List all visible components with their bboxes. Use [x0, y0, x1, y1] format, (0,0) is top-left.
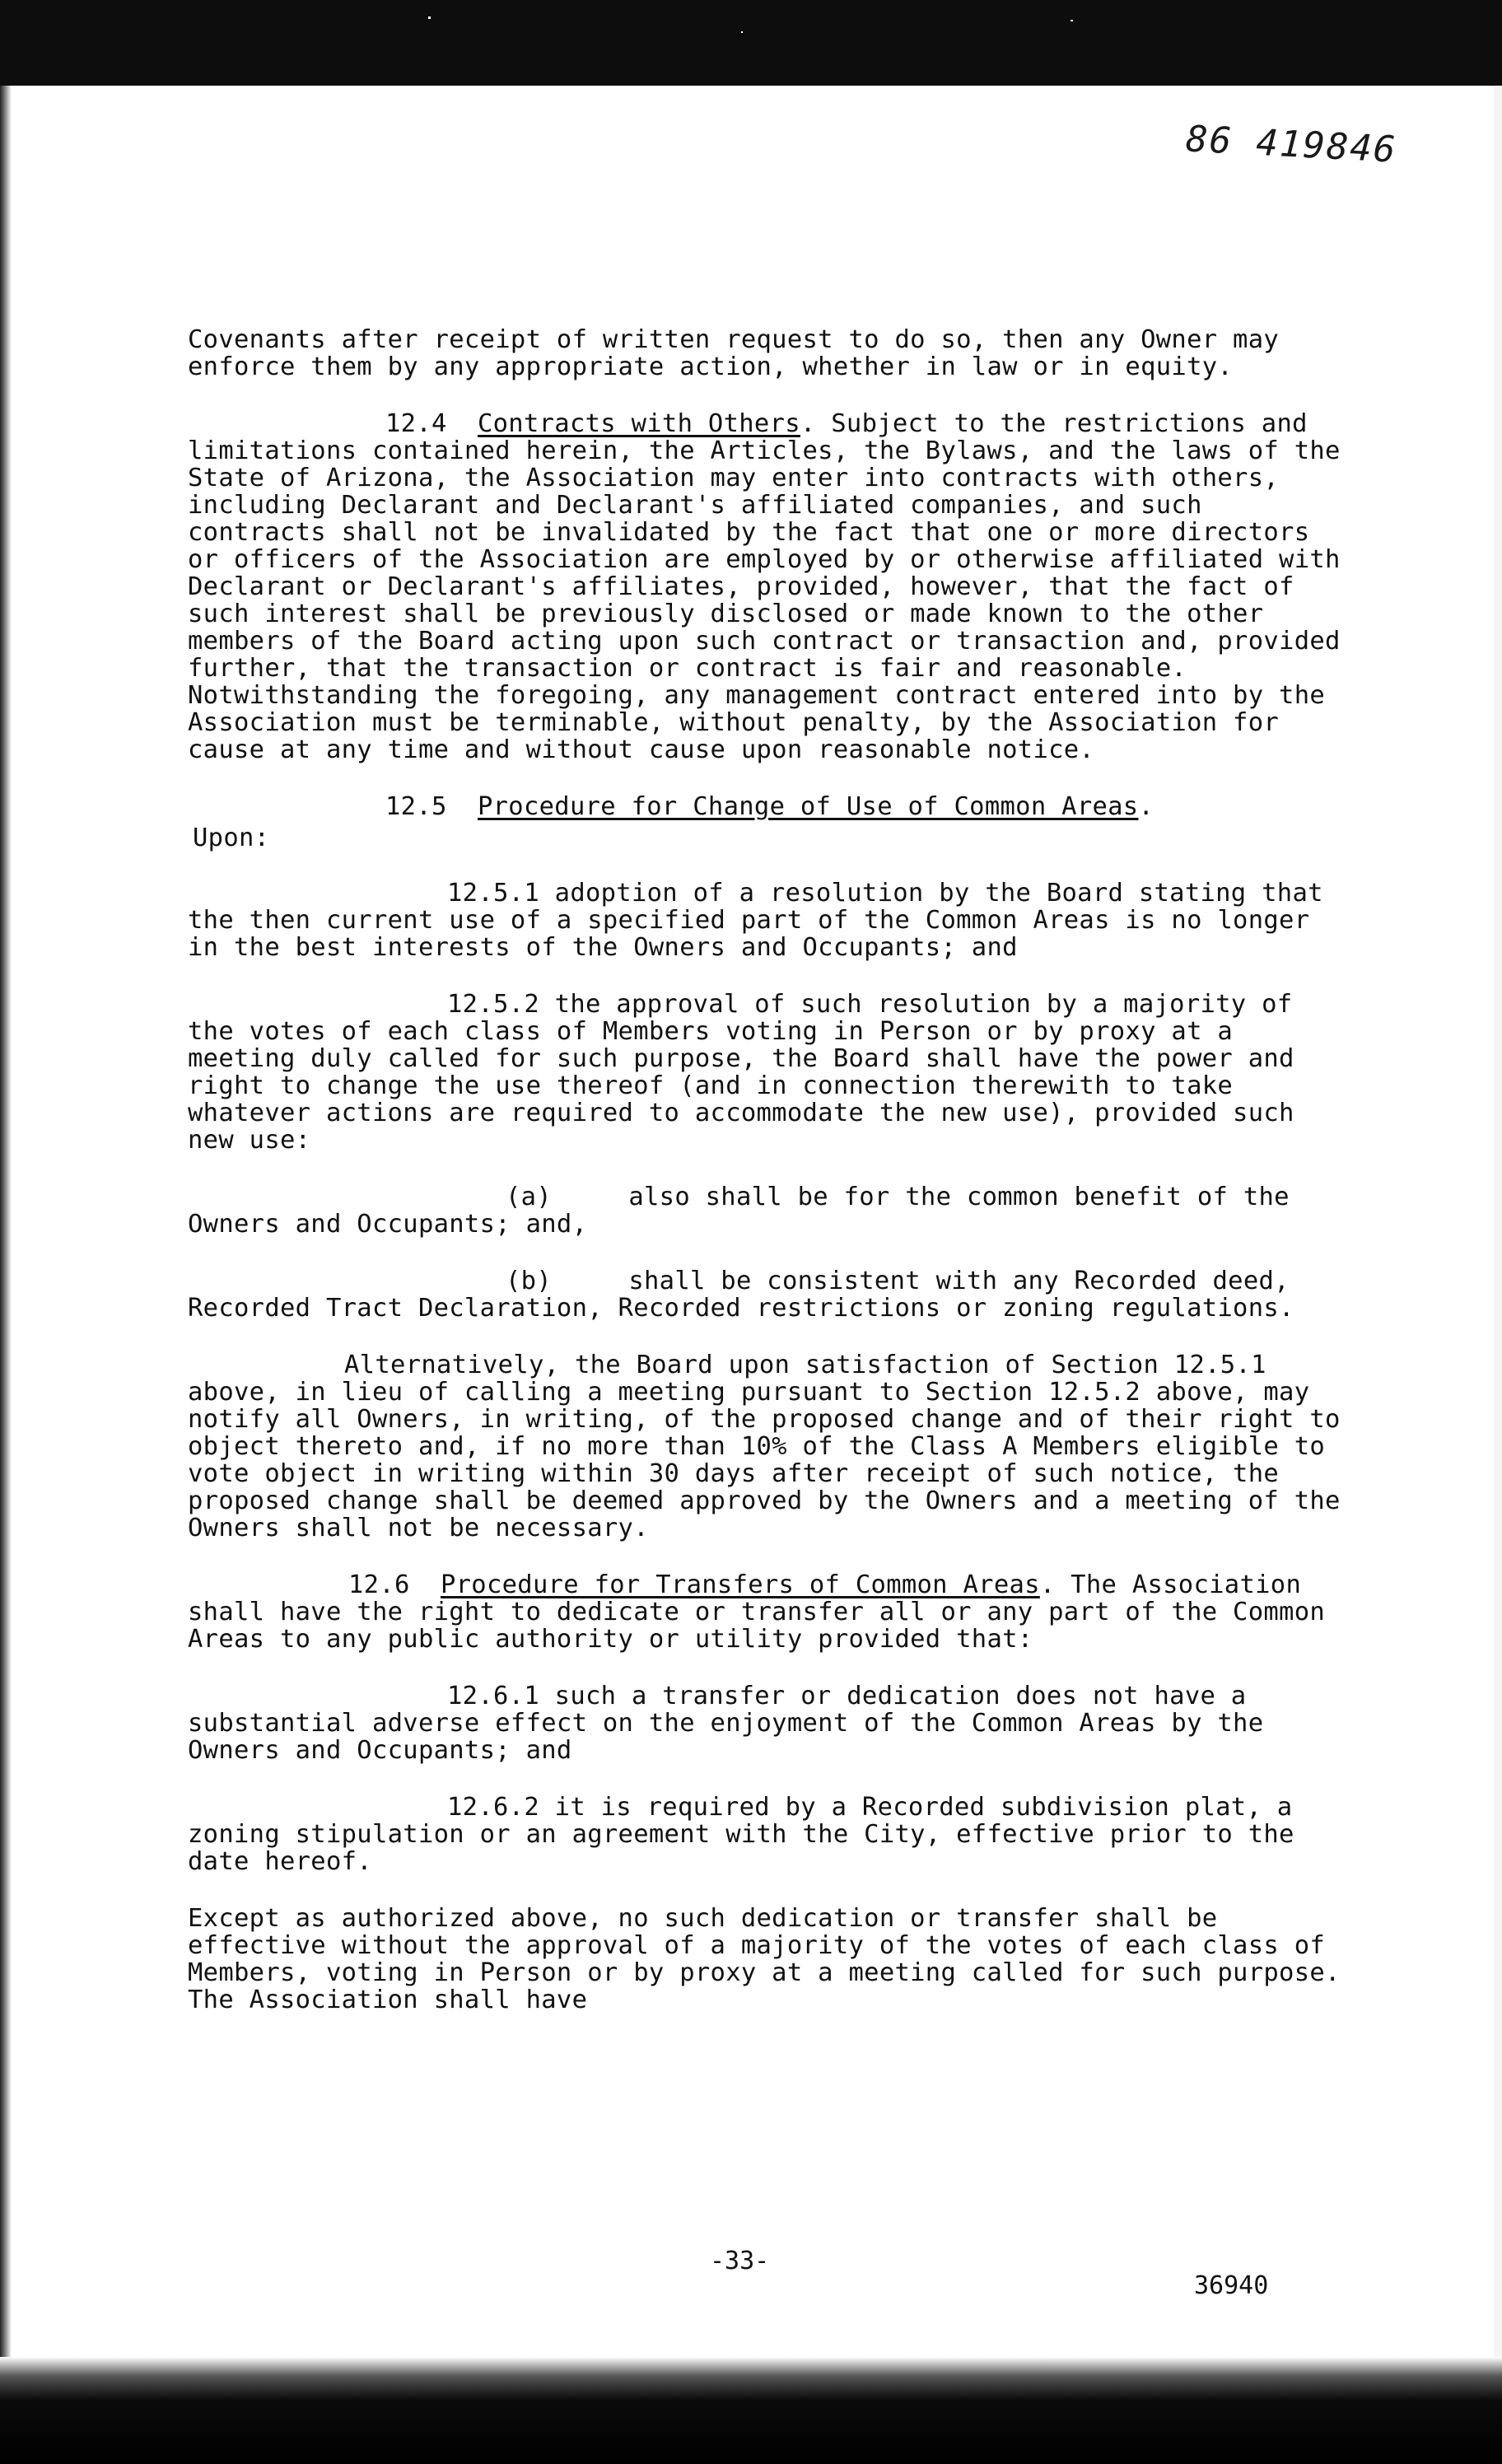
paragraph-text: The Association shall have the right to dedicate or transfer all or any part of the Common Areas to any public authority or utility provided that:: [188, 1570, 1326, 1654]
section-number: 12.4: [385, 409, 447, 438]
paragraph-continuation: [188, 326, 1341, 380]
section-number: 12.6.2: [447, 1793, 539, 1822]
page-number: -33-: [710, 2247, 770, 2275]
subsection-b: [188, 1267, 1341, 1322]
paragraph-text: adoption of a resolution by the Board stating that the then current use of a specified part of the Common Areas is no longer in the best interests of the Owners and Occupants; and: [188, 879, 1323, 962]
section-12-5: 12.5 Procedure for Change of Use of Common Areas. Upon:: [193, 792, 1154, 852]
section-heading: Procedure for Change of Use of Common Areas: [477, 792, 1139, 821]
paragraph-text: the approval of such resolution by a majority of the votes of each class of Members voting in Person or by proxy at a meeting duly called for such purpose, the Board shall have the power and right to change the use thereof (and in connection therewith to take whatever actions are required to accommodate the new use), provided such new use:: [188, 990, 1294, 1155]
section-12-5-2: [188, 991, 1341, 1154]
section-12-5-1: [188, 880, 1341, 961]
section-number: 12.5.1: [447, 879, 539, 908]
scan-left-edge: [0, 86, 12, 2359]
section-12-4: 12.4 Contracts with Others. Subject to the restrictions and limitations contained herein, the Articles, the Bylaws, and the laws of the State of Arizona, the Association may enter into contracts with others, including Declarant and Declarant's affiliated companies, and such contracts shall not be invalidated by the fact that one or more directors or officers of the Association are employed by or otherwise affiliated with Declarant or Declarant's affiliates, provided, however, that the fact of such interest shall be previously disclosed or made known to the other members of the Board acting upon such contract or transaction and, provided further, that the transaction or contract is fair and reasonable. Notwithstanding the foregoing, any management contract entered into by the Association must be terminable, without penalty, by the Association for cause at any time and without cause upon reasonable notice.: [188, 409, 1341, 764]
paragraph-text: shall be consistent with any Recorded deed, Recorded Tract Declaration, Recorded restrictions or zoning regulations.: [188, 1267, 1294, 1323]
section-12-6: 12.6 Procedure for Transfers of Common Areas. The Association shall have the right to dedicate or transfer all or any part of the Common Areas to any public authority or utility provided that:: [188, 1570, 1326, 1654]
paragraph-text: such a transfer or dedication does not have a substantial adverse effect on the enjoyment of the Common Areas by the Owners and Occupants; and: [188, 1682, 1264, 1765]
paragraph-text: also shall be for the common benefit of the Owners and Occupants; and,: [188, 1183, 1290, 1239]
subsection-a: [188, 1183, 1341, 1238]
document-code: 36940: [1194, 2271, 1269, 2300]
section-number: 12.6: [348, 1570, 410, 1599]
alternative-paragraph: [188, 1351, 1341, 1542]
section-number: 12.5.2: [447, 990, 539, 1019]
document-body: [188, 326, 1341, 2014]
paragraph-text: Covenants after receipt of written request to do so, then any Owner may enforce them by any appropriate action, whether in law or in equity.: [188, 325, 1280, 381]
section-12-6-1: [188, 1682, 1341, 1764]
section-heading: Contracts with Others: [477, 409, 800, 438]
paragraph-text: it is required by a Recorded subdivision plat, a zoning stipulation or an agreement with the City, effective prior to the date hereof.: [188, 1793, 1294, 1876]
section-heading: Procedure for Transfers of Common Areas: [440, 1570, 1040, 1599]
scan-right-edge: [1494, 86, 1502, 2375]
subsection-letter: (b): [506, 1267, 552, 1295]
paragraph-text: Subject to the restrictions and limitations contained herein, the Articles, the Bylaws, and the laws of the State of Arizona, the Association may enter into contracts with others, including Declarant and Declarant's affiliated companies, and such contracts shall not be invalidated by the fact that one or more directors or officers of the Association are employed by or otherwise affiliated with Declarant or Declarant's affiliates, provided, however, that the fact of such interest shall be previously disclosed or made known to the other members of the Board acting upon such contract or transaction and, provided further, that the transaction or contract is fair and reasonable. Notwithstanding the foregoing, any management contract entered into by the Association must be terminable, without penalty, by the Association for cause at any time and without cause upon reasonable notice.: [188, 409, 1341, 764]
section-12-6-2: [188, 1794, 1341, 1875]
section-number: 12.6.1: [447, 1682, 539, 1710]
recording-stamp: 86 419846: [1184, 118, 1398, 171]
section-number: 12.5: [385, 792, 447, 821]
paragraph-text: Except as authorized above, no such dedication or transfer shall be effective without the approval of a majority of the votes of each class of Members, voting in Person or by proxy at a meeting called for such purpose. The Association shall have: [188, 1904, 1341, 2014]
subsection-letter: (a): [506, 1183, 552, 1211]
paragraph-text: Alternatively, the Board upon satisfaction of Section 12.5.1 above, in lieu of calling a meeting pursuant to Section 12.5.2 above, may notify all Owners, in writing, of the proposed change and of their right to object thereto and, if no more than 10% of the Class A Members eligible to vote object in writing within 30 days after receipt of such notice, the proposed change shall be deemed approved by the Owners and a meeting of the Owners shall not be necessary.: [188, 1351, 1341, 1542]
scan-top-border: [0, 0, 1502, 86]
scan-bottom-border: [0, 2357, 1502, 2464]
upon-label: Upon:: [193, 824, 270, 852]
closing-paragraph: [188, 1905, 1341, 2014]
